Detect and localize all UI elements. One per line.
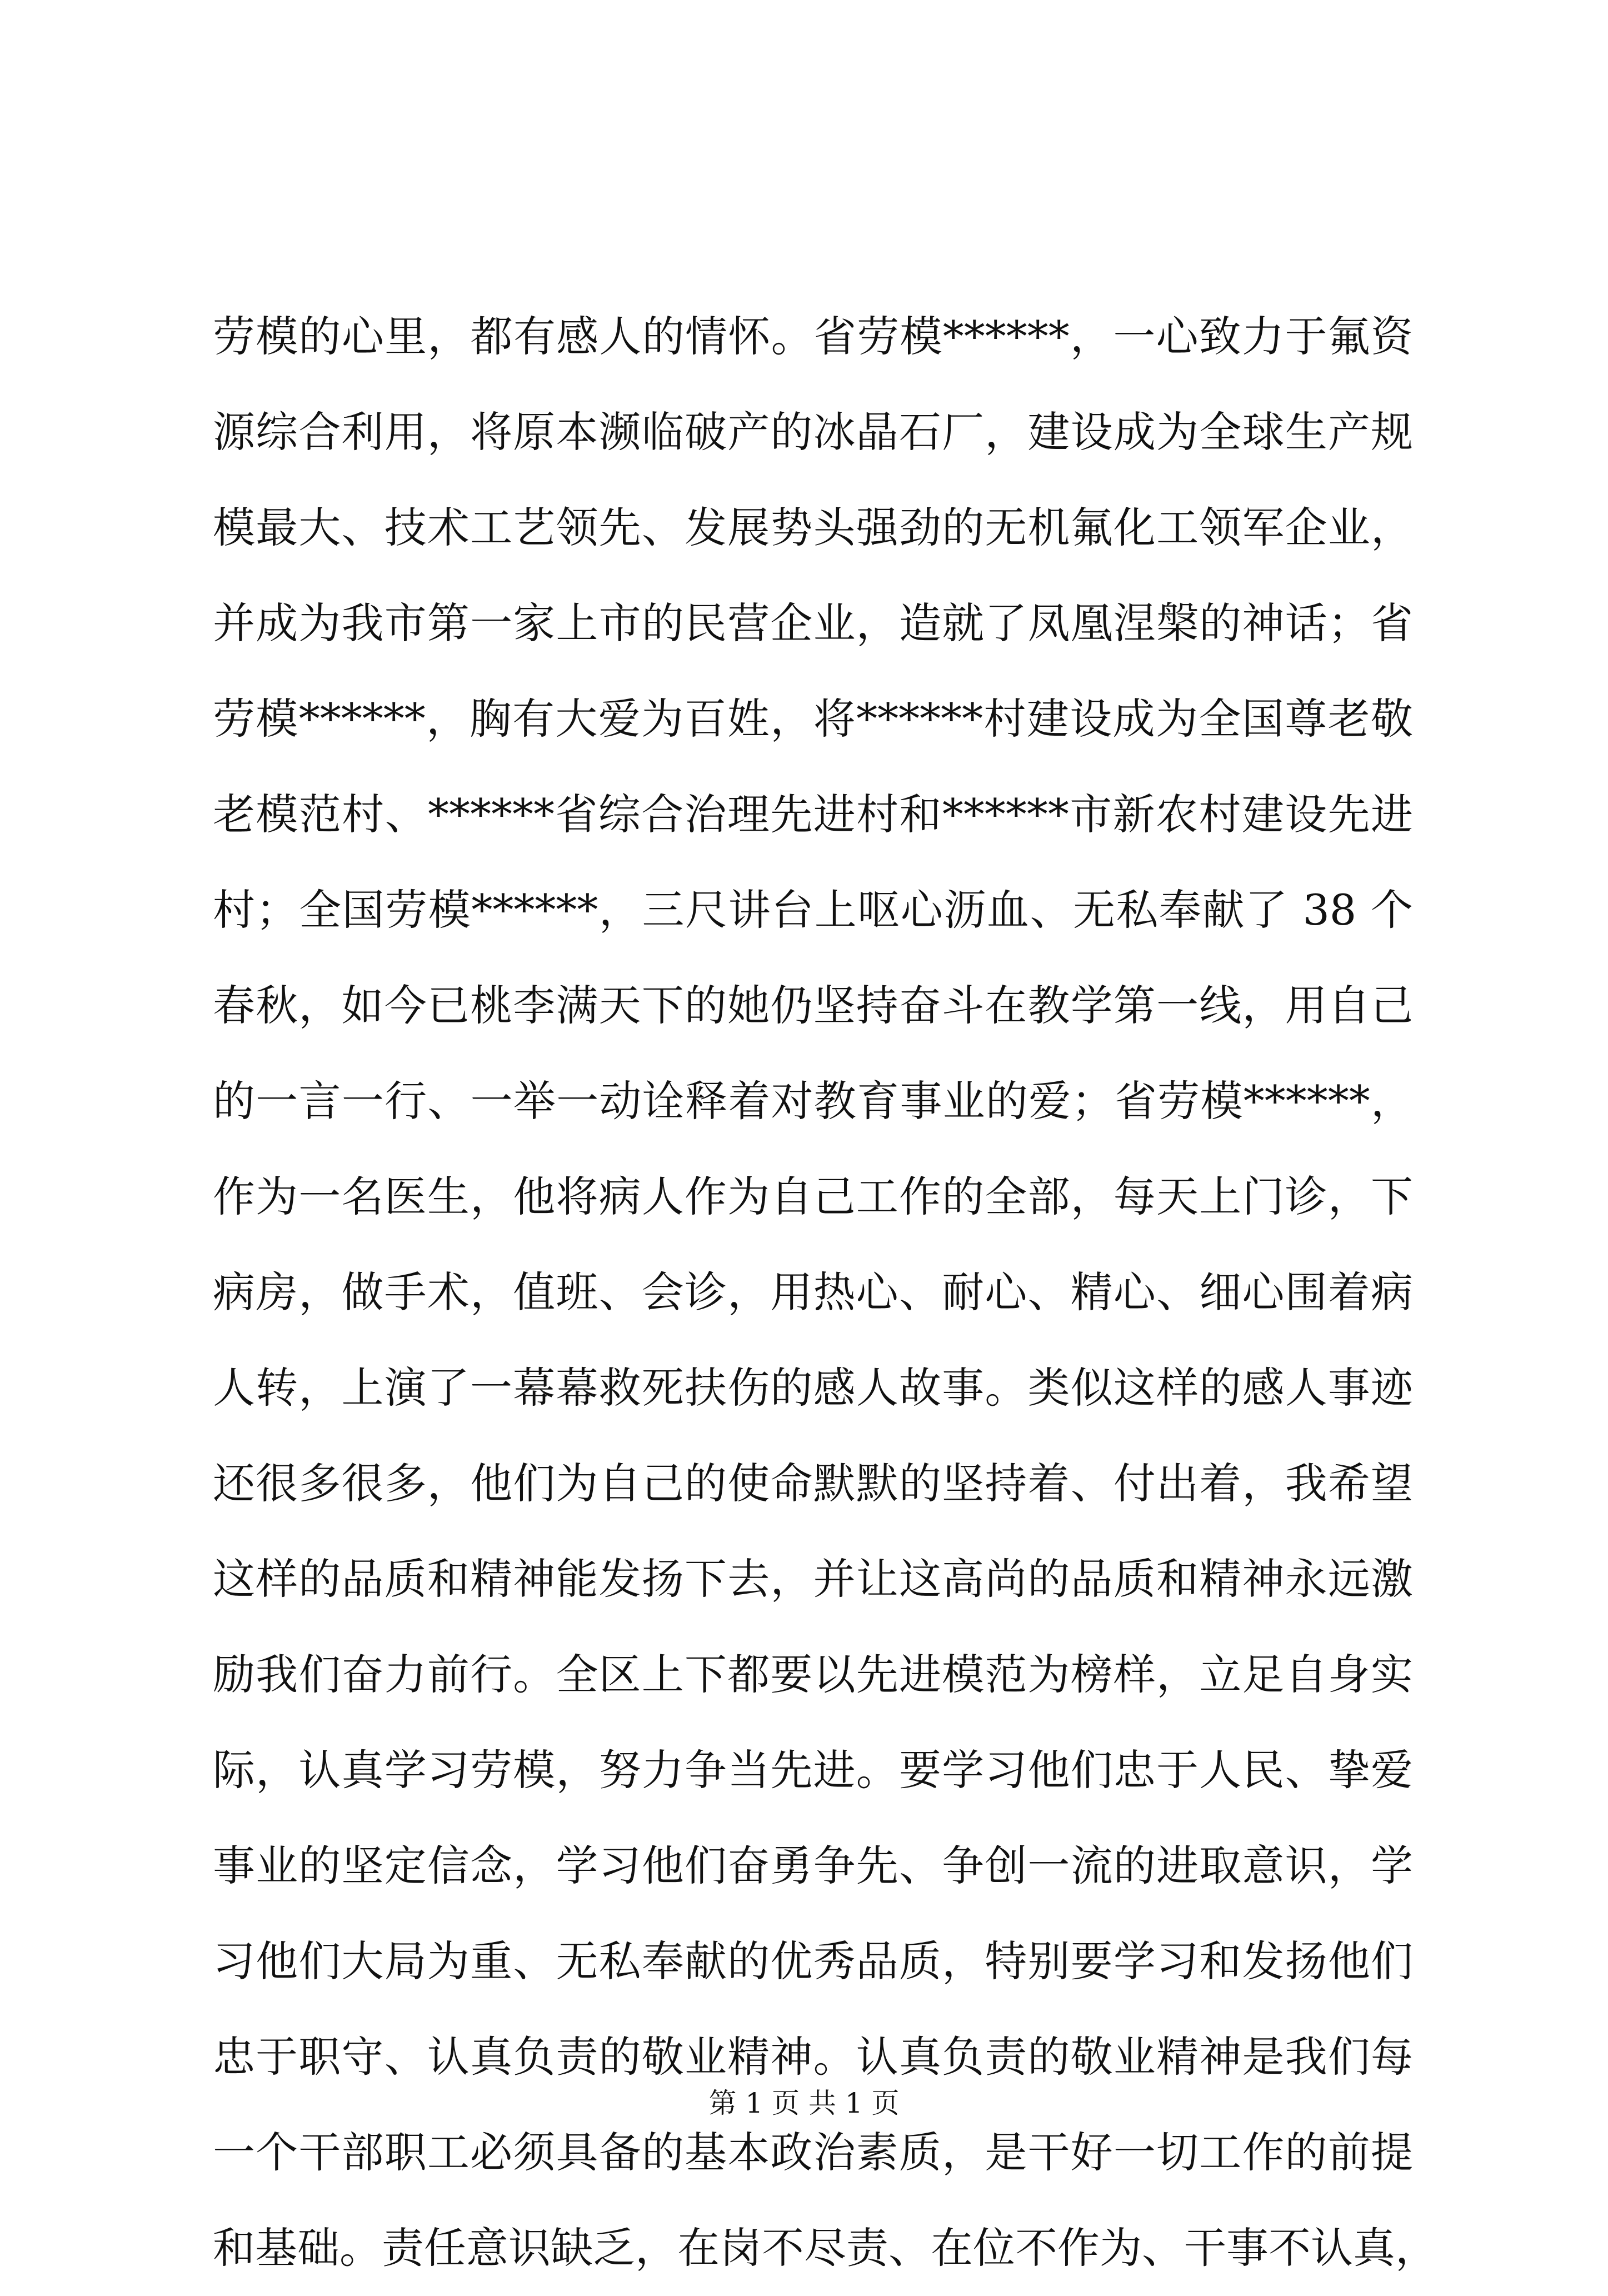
text-line-20: 一个干部职工必须具备的基本政治素质，是干好一切工作的前提 (213, 2128, 1413, 2177)
text-line-5: 劳模******，胸有大爱为百姓，将******村建设成为全国尊老敬 (213, 694, 1413, 743)
text-line-21: 和基础。责任意识缺乏，在岗不尽责、在位不作为、干事不认真， (213, 2223, 1437, 2273)
text-line-12: 人转，上演了一幕幕救死扶伤的感人故事。类似这样的感人事迹 (213, 1363, 1413, 1412)
text-line-6: 老模范村、******省综合治理先进村和******市新农村建设先进 (213, 790, 1413, 839)
text-line-15: 励我们奋力前行。全区上下都要以先进模范为榜样，立足自身实 (213, 1650, 1413, 1699)
text-line-19: 忠于职守、认真负责的敬业精神。认真负责的敬业精神是我们每 (213, 2032, 1413, 2082)
text-line-17: 事业的坚定信念，学习他们奋勇争先、争创一流的进取意识，学 (213, 1841, 1413, 1890)
text-line-14: 这样的品质和精神能发扬下去，并让这高尚的品质和精神永远激 (213, 1554, 1413, 1604)
text-line-1: 劳模的心里，都有感人的情怀。省劳模******，一心致力于氟资 (213, 312, 1413, 361)
text-line-18: 习他们大局为重、无私奉献的优秀品质，特别要学习和发扬他们 (213, 1936, 1413, 1986)
text-line-16: 际，认真学习劳模，努力争当先进。要学习他们忠于人民、挚爱 (213, 1745, 1413, 1795)
page-number-footer: 第 1 页 共 1 页 (708, 2087, 900, 2119)
text-line-11: 病房，做手术，值班、会诊，用热心、耐心、精心、细心围着病 (213, 1267, 1413, 1317)
text-line-13: 还很多很多，他们为自己的使命默默的坚持着、付出着，我希望 (213, 1459, 1413, 1508)
text-line-3: 模最大、技术工艺领先、发展势头强劲的无机氟化工领军企业， (213, 503, 1413, 552)
body-paragraph (213, 289, 1437, 2296)
text-line-9: 的一言一行、一举一动诠释着对教育事业的爱；省劳模******， (213, 1076, 1413, 1126)
text-line-2: 源综合利用，将原本濒临破产的冰晶石厂，建设成为全球生产规 (213, 407, 1413, 457)
text-line-7: 村；全国劳模******，三尺讲台上呕心沥血、无私奉献了 38 个 (213, 885, 1413, 935)
text-line-4: 并成为我市第一家上市的民营企业，造就了凤凰涅槃的神话；省 (213, 598, 1413, 648)
text-line-8: 春秋，如今已桃李满天下的她仍坚持奋斗在教学第一线，用自己 (213, 981, 1413, 1030)
text-line-10: 作为一名医生，他将病人作为自己工作的全部，每天上门诊，下 (213, 1172, 1413, 1221)
